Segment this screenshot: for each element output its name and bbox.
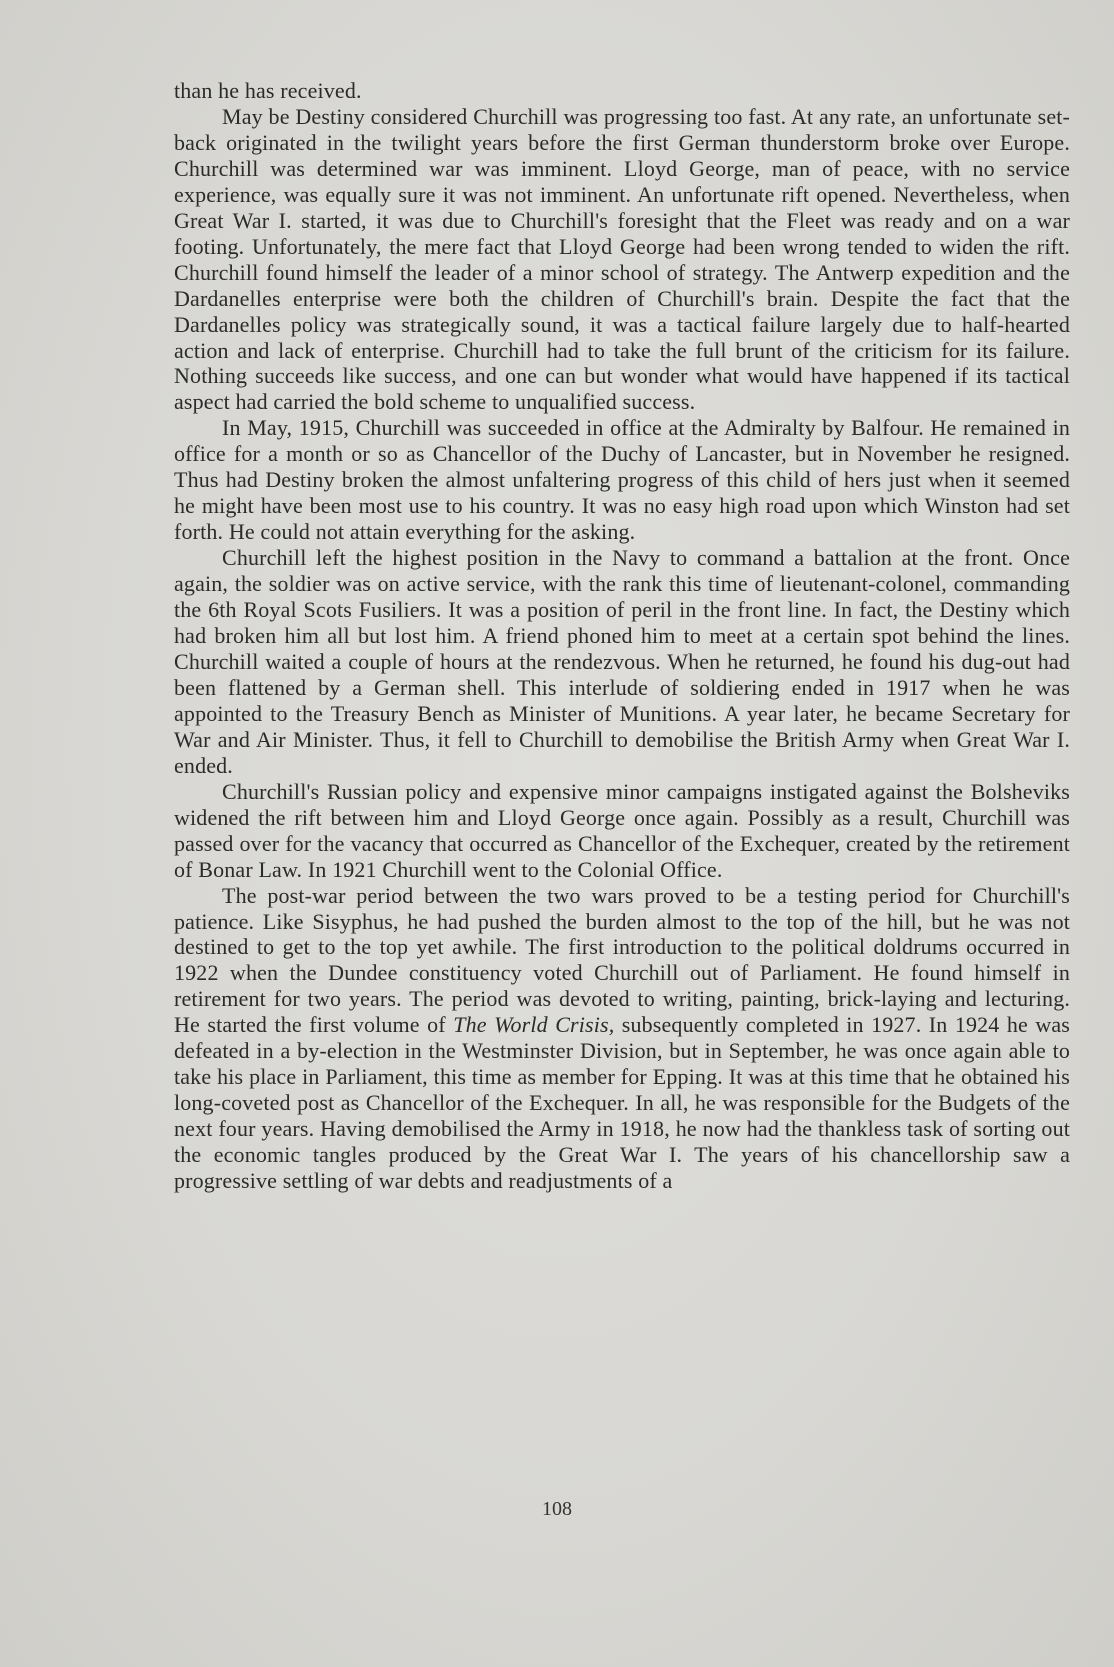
paragraph-destiny: May be Destiny considered Churchill was progressing too fast. At any rate, an unfortunate set-back originated in the twilight years before the first German thunderstorm broke over Europe. Churchill was determined war was imminent. Lloyd George, man of peace, with no service experience, was equally sure it was not imminent. An unfortunate rift opened. Nevertheless, when Great War I. started, it was due to Churchill's foresight that the Fleet was ready and on a war footing. Unfortunately, the mere fact that Lloyd George had been wrong tended to widen the rift. Churchill found himself the leader of a minor school of strategy. The Antwerp expedition and the Dardanelles enterprise were both the children of Churchill's brain. Despite the fact that the Dardanelles policy was strategically sound, it was a tactical failure largely due to half-hearted action and lack of enterprise. Churchill had to take the full brunt of the criticism for its failure. Nothing succeeds like success, and one can but wonder what would have happened if its tactical aspect had carried the bold scheme to unqualified success. (174, 103, 1070, 415)
post-war-text-start: The post-war period between the two wars proved to be a testing period for Churchill's patience. Like Sisyphus, he had pushed the burden almost to the top of the hill, but he was not destined to get to the top yet awhile. The first introduction to the political doldrums occurred in 1922 when the Dundee constituency voted Churchill out of Parliament. He found himself in retirement for two years. The period was devoted to writing, painting, brick-laying and lecturing. He started the first volume of (174, 882, 1070, 1038)
post-war-text-end: subsequently completed in 1927. In 1924 he was defeated in a by-election in the Westminster Division, but in September, he was once again able to take his place in Parliament, this time as member for Epping. It was at this time that he obtained his long-coveted post as Chancellor of the Exchequer. In all, he was responsible for the Budgets of the next four years. Having demobilised the Army in 1918, he now had the thankless task of sorting out the economic tangles produced by the Great War I. The years of his chancellorship saw a progressive settling of war debts and readjustments of a (174, 1012, 1070, 1194)
paragraph-russian-policy: Churchill's Russian policy and expensive minor campaigns instigated against the Bolsheviks widened the rift between him and Lloyd George once again. Possibly as a result, Churchill was passed over for the vacancy that occurred as Chancellor of the Exchequer, created by the retirement of Bonar Law. In 1921 Churchill went to the Colonial Office. (174, 778, 1070, 882)
paragraph-post-war (174, 883, 1070, 1194)
paragraph-front-line: Churchill left the highest position in the Navy to command a battalion at the front. Once again, the soldier was on active service, with the rank this time of lieutenant-colonel, commanding the 6th Royal Scots Fusiliers. It was a position of peril in the front line. In fact, the Destiny which had broken him all but lost him. A friend phoned him to meet at a certain spot behind the lines. Churchill waited a couple of hours at the rendezvous. When he returned, he found his dug-out had been flattened by a German shell. This interlude of soldiering ended in 1917 when he was appointed to the Treasury Bench as Minister of Munitions. A year later, he became Secretary for War and Air Minister. Thus, it fell to Churchill to demobilise the British Army when Great War I. ended. (174, 545, 1070, 778)
body-text (174, 78, 1070, 1194)
page-number: 108 (542, 1498, 572, 1520)
paragraph-continuation: than he has received. (174, 78, 362, 103)
book-title: The World Crisis, (453, 1012, 615, 1038)
paragraph-may-1915: In May, 1915, Churchill was succeeded in office at the Admiralty by Balfour. He remained in office for a month or so as Chancellor of the Duchy of Lancaster, but in November he resigned. Thus had Destiny broken the almost unfaltering progress of this child of hers just when it seemed he might have been most use to his country. It was no easy high road upon which Winston had set forth. He could not attain everything for the asking. (174, 415, 1070, 545)
